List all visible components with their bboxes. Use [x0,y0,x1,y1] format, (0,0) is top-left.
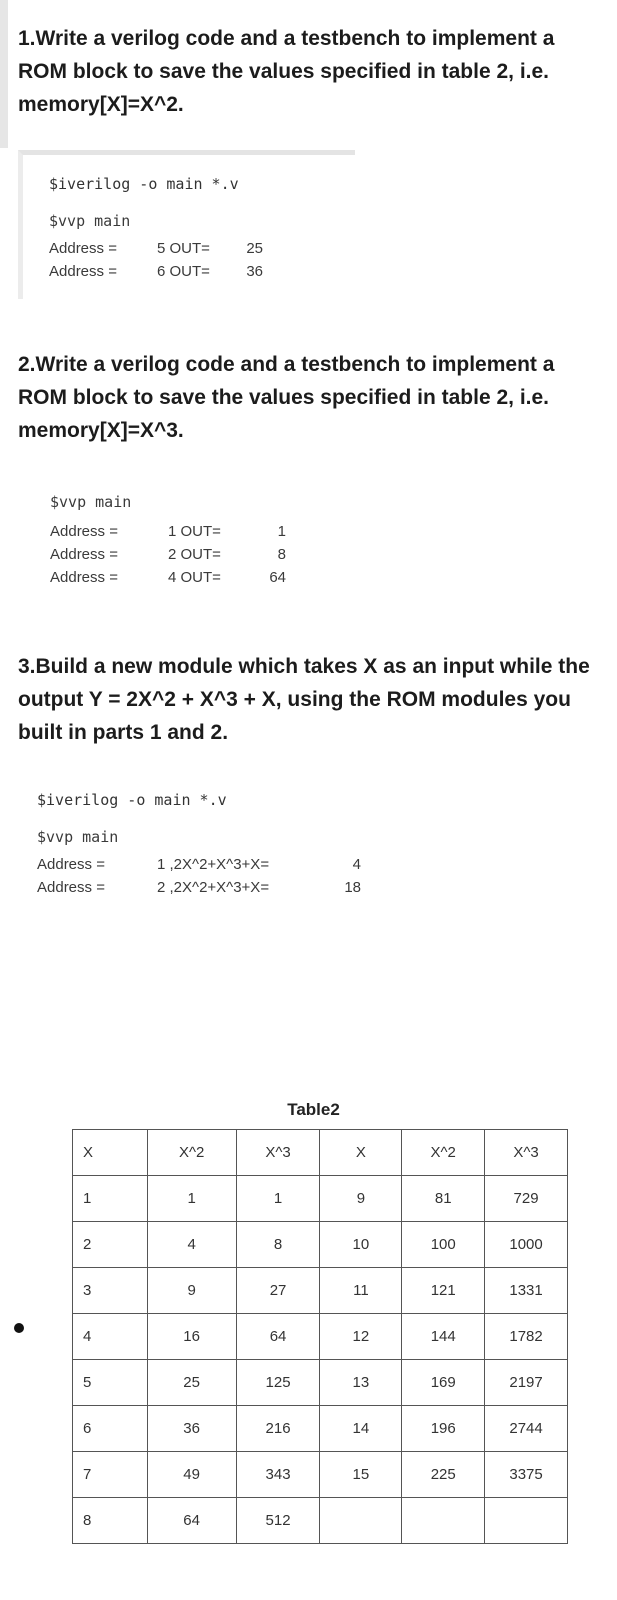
table-cell: 216 [236,1406,320,1452]
table-cell: 2197 [485,1360,568,1406]
out-label: 2 OUT= [168,546,221,563]
table-cell: 1331 [485,1268,568,1314]
question-3-text: 3.Build a new module which takes X as an input while the output Y = 2X^2 + X^3 + X, using the ROM modules you built in parts 1 and 2. [18,655,590,744]
table-cell: 4 [73,1314,148,1360]
address-label: Address = [50,546,118,563]
table-cell: 8 [73,1498,148,1544]
out-value: 36 [246,263,263,280]
table-cell [485,1498,568,1544]
table-cell: 5 [73,1360,148,1406]
table-cell: 81 [402,1176,485,1222]
table-cell: 1 [236,1176,320,1222]
out-value: 64 [269,569,286,586]
table-cell [402,1498,485,1544]
table-cell: 9 [147,1268,236,1314]
table-cell: 729 [485,1176,568,1222]
table-cell: 8 [236,1222,320,1268]
table-header-row [73,1130,568,1176]
out-label: 4 OUT= [168,569,221,586]
terminal-row [50,520,286,543]
table-cell: 25 [147,1360,236,1406]
address-label: Address = [50,523,118,540]
address-label: Address = [37,879,105,896]
table-cell: 10 [320,1222,402,1268]
out-label: 2 ,2X^2+X^3+X= [157,879,270,896]
table-cell: 9 [320,1176,402,1222]
terminal-row [49,260,355,283]
terminal-output-1 [18,150,355,299]
table-cell: 49 [147,1452,236,1498]
out-value: 8 [277,546,286,563]
terminal-row [49,237,355,260]
table-cell: 2744 [485,1406,568,1452]
terminal-output-2 [50,491,286,589]
table-cell: 14 [320,1406,402,1452]
table-cell: 2 [73,1222,148,1268]
terminal-border [0,0,8,148]
values-table [72,1129,568,1544]
table-cell [320,1498,402,1544]
address-label: Address = [37,856,105,873]
table-cell: 4 [147,1222,236,1268]
table-cell: 100 [402,1222,485,1268]
table-cell: 3375 [485,1452,568,1498]
out-value: 18 [344,879,361,896]
table-title: Table2 [287,1100,340,1119]
table-cell: 144 [402,1314,485,1360]
table-cell: 1782 [485,1314,568,1360]
terminal-row [37,876,361,899]
table-cell: 64 [147,1498,236,1544]
table-cell: 7 [73,1452,148,1498]
terminal-row [37,853,361,876]
table-row [73,1406,568,1452]
out-value: 4 [352,856,361,873]
table-cell: 1 [73,1176,148,1222]
table-cell: 196 [402,1406,485,1452]
table-cell: 16 [147,1314,236,1360]
terminal-row [50,543,286,566]
out-label: 6 OUT= [157,263,210,280]
header-x: X [320,1130,402,1176]
table-cell: 125 [236,1360,320,1406]
terminal-command: $vvp main [49,212,131,230]
out-label: 5 OUT= [157,240,210,257]
table-cell: 15 [320,1452,402,1498]
out-value: 1 [277,523,286,540]
table-cell: 169 [402,1360,485,1406]
header-x3: X^3 [485,1130,568,1176]
bullet-icon [14,1323,24,1333]
table-row [73,1498,568,1544]
question-1-text: 1.Write a verilog code and a testbench to implement a ROM block to save the values specified in table 2, i.e. memory[X]=X^2. [18,27,555,116]
terminal-command: $vvp main [50,493,132,511]
table-cell: 1000 [485,1222,568,1268]
header-x3: X^3 [236,1130,320,1176]
table-row [73,1360,568,1406]
terminal-command: $vvp main [37,828,119,846]
out-value: 25 [246,240,263,257]
table-row [73,1452,568,1498]
table-cell: 121 [402,1268,485,1314]
table-cell: 13 [320,1360,402,1406]
table-cell: 11 [320,1268,402,1314]
table-cell: 512 [236,1498,320,1544]
terminal-output-3 [37,789,361,899]
address-label: Address = [50,569,118,586]
table-cell: 1 [147,1176,236,1222]
table-cell: 64 [236,1314,320,1360]
table-row [73,1268,568,1314]
table-cell: 3 [73,1268,148,1314]
table-cell: 225 [402,1452,485,1498]
table-row [73,1222,568,1268]
table-cell: 12 [320,1314,402,1360]
out-label: 1 OUT= [168,523,221,540]
table-cell: 343 [236,1452,320,1498]
header-x2: X^2 [402,1130,485,1176]
header-x: X [73,1130,148,1176]
address-label: Address = [49,240,117,257]
table-row [73,1314,568,1360]
terminal-command: $iverilog -o main *.v [37,791,227,809]
terminal-command: $iverilog -o main *.v [49,175,239,193]
terminal-row [50,566,286,589]
header-x2: X^2 [147,1130,236,1176]
out-label: 1 ,2X^2+X^3+X= [157,856,270,873]
table-cell: 36 [147,1406,236,1452]
table-row [73,1176,568,1222]
question-2-text: 2.Write a verilog code and a testbench to implement a ROM block to save the values specified in table 2, i.e. memory[X]=X^3. [18,353,555,442]
address-label: Address = [49,263,117,280]
table-cell: 6 [73,1406,148,1452]
table-cell: 27 [236,1268,320,1314]
